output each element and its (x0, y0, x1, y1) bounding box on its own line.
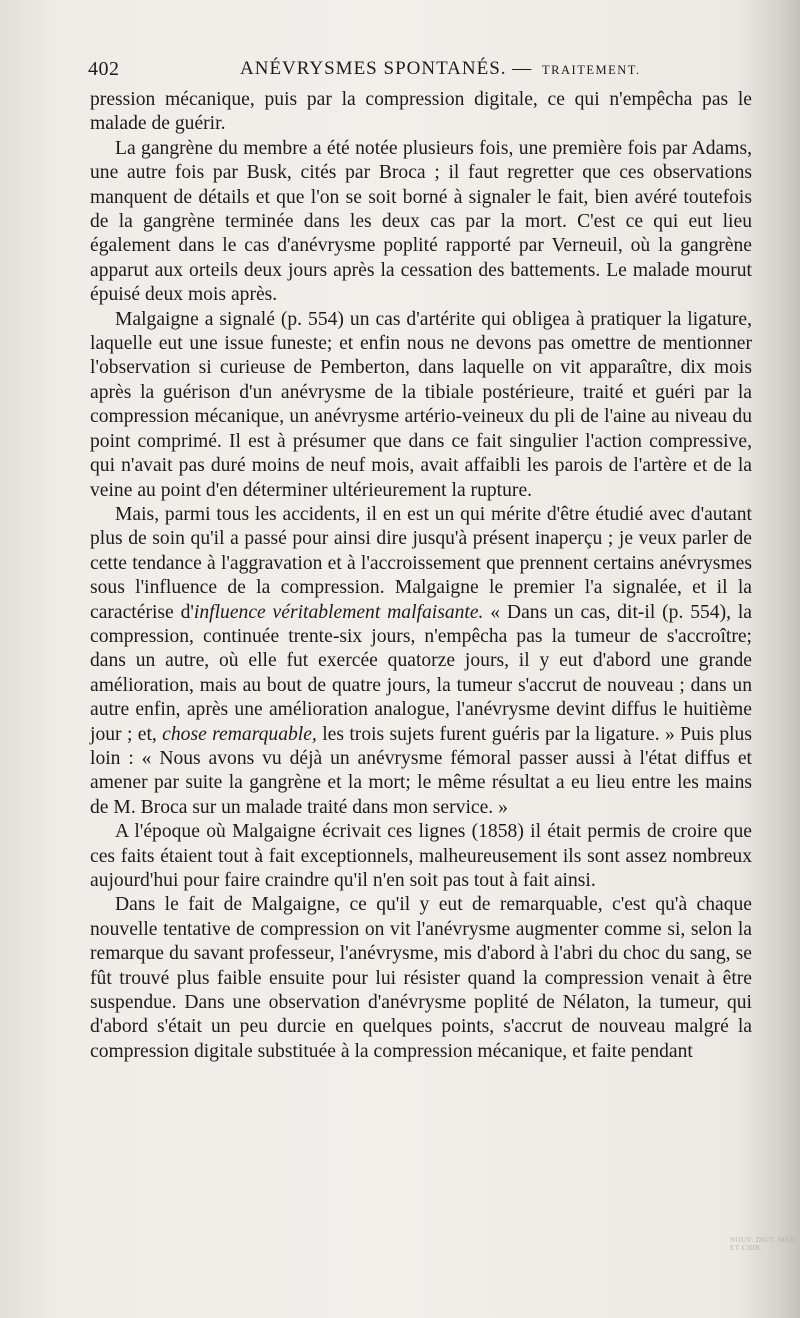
paragraph-malgaigne-fact: Dans le fait de Malgaigne, ce qu'il y eut de remarquable, c'est qu'à chaque nouvelle tentative de compression on vit l'anévrysme augmenter comme si, selon la remarque du savant professeur, l'anévrysme, mis d'abord à l'abri du choc du sang, se fût trouvé plus faible ensuite pour lui résister quand la compression venait à être suspendue. Dans une observation d'anévrysme poplité de Nélaton, la tumeur, qui d'abord s'était un peu durcie en quelques points, s'accrut de nouveau malgré la compression digitale substituée à la compression mécanique, et faite pendant (90, 894, 752, 1062)
paragraph-epoque: A l'époque où Malgaigne écrivait ces lignes (1858) il était permis de croire que ces faits étaient tout à fait exceptionnels, malheureusement ils sont assez nombreux aujourd'hui pour faire craindre qu'il n'en soit pas tout à fait ainsi. (90, 821, 752, 891)
body-text (90, 88, 752, 1064)
paragraph-arteritis: Malgaigne a signalé (p. 554) un cas d'artérite qui obligea à pratiquer la ligature, laquelle eut une issue funeste; et enfin nous ne devons pas omettre de mentionner l'observation si curieuse de Pemberton, dans laquelle on vit apparaître, dix mois après la guérison d'un anévrysme de la tibiale postérieure, traité et guéri par la compression mécanique, un anévrysme artério-veineux du pli de l'aine au niveau du point comprimé. Il est à présumer que dans ce fait singulier l'action compressive, qui n'avait pas duré moins de neuf mois, avait affaibli les parois de l'artère et de la veine au point d'en déterminer ultérieurement la rupture. (90, 308, 752, 501)
paragraph-aggravation-text-1: Mais, parmi tous les accidents, il en est un qui mérite d'être étudié avec d'autant plus de soin qu'il a passé pour ainsi dire jusqu'à présent inaperçu ; je veux parler de cette tendance à l'aggravation et à l'accroissement que prennent certains anévrysmes sous l'influence de la compression. Malgaigne le premier l'a signalée, et il la caractérise d' (90, 503, 752, 623)
paragraph-aggravation-text-3: les trois sujets furent guéris par la ligature. » Puis plus loin : « Nous avons vu déjà un anévrysme fémoral passer aussi à l'état diffus et amener par suite la gangrène et la mort; le même résultat a eu lieu entre les mains de M. Broca sur un malade traité dans mon service. » (90, 723, 752, 818)
running-title-main: ANÉVRYSMES SPONTANÉS. (240, 58, 507, 79)
running-title (240, 58, 641, 80)
paragraph-continued: pression mécanique, puis par la compression digitale, ce qui n'empêcha pas le malade de guérir. (90, 89, 752, 135)
italic-phrase-remarquable: chose remarquable, (162, 723, 317, 745)
running-title-section: TRAITEMENT. (542, 63, 641, 77)
paragraph-gangrene: La gangrène du membre a été notée plusieurs fois, une première fois par Adams, une autre fois par Busk, cités par Broca ; il faut regretter que ces observations manquent de détails et que l'on se soit borné à signaler le fait, bien avéré toutefois de la gangrène terminée dans les deux cas par la mort. C'est ce qui eut lieu également dans le cas d'anévrysme poplité rapporté par Verneuil, où la gangrène apparut aux orteils deux jours après la cessation des battements. Le malade mourut épuisé deux mois après. (90, 137, 752, 306)
running-header (88, 54, 752, 84)
italic-phrase-malfaisante: influence véritablement malfaisante. (193, 601, 484, 623)
page-number: 402 (88, 58, 120, 80)
signature-mark: NOUV. DICT. MÉD. ET CHIR. (730, 1236, 798, 1252)
running-title-dash: — (512, 58, 533, 79)
paragraph-aggravation-text-2: « Dans un cas, dit-il (p. 554), la compression, continuée trente-six jours, n'empêcha pas la tumeur de s'accroître; dans un autre, où elle fut exercée quatorze jours, il y eut d'abord une grande amélioration, mais au bout de quatre jours, la tumeur s'accrut de nouveau ; dans un autre enfin, après une amélioration analogue, l'anévrysme devint diffus le huitième jour ; et, (90, 601, 752, 745)
paragraph-aggravation (90, 503, 752, 820)
